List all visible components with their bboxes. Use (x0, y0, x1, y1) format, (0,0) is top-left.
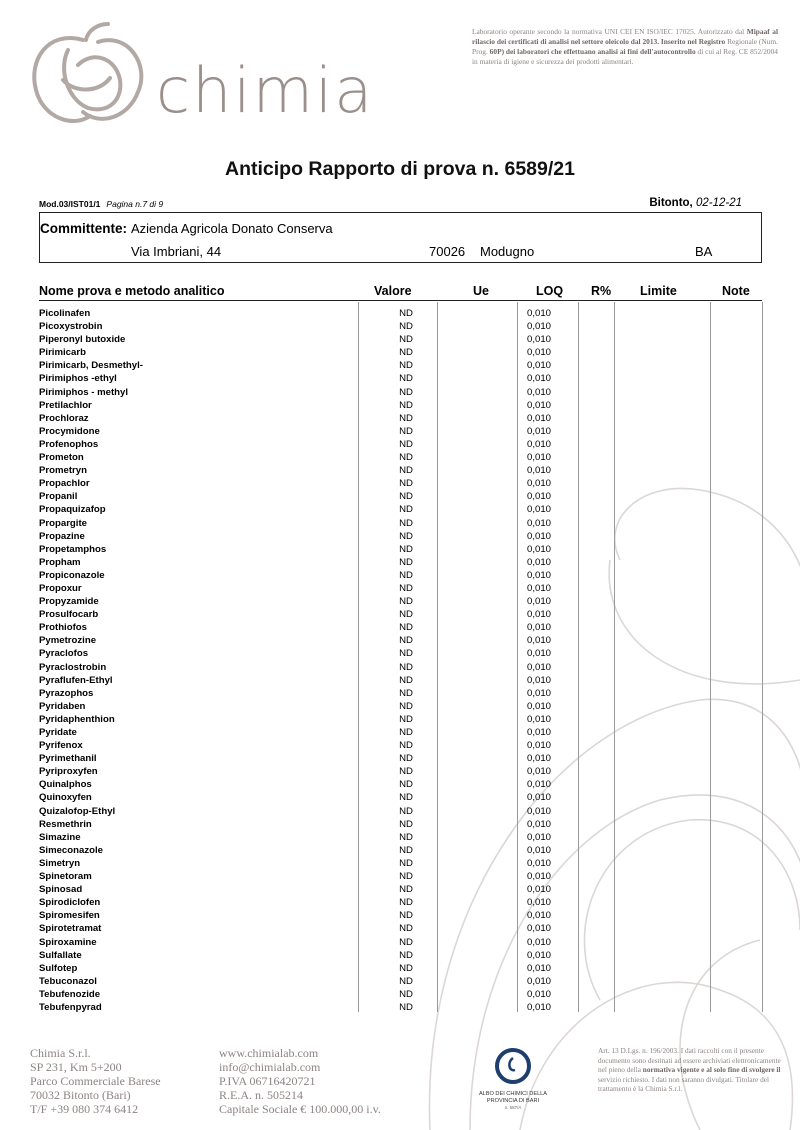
analyte-value: ND (399, 438, 413, 450)
table-row (39, 360, 762, 373)
contact-info-line: Capitale Sociale € 100.000,00 i.v. (219, 1102, 381, 1116)
analyte-loq: 0,010 (526, 334, 551, 346)
analyte-name: Pirimicarb, Desmethyl- (39, 360, 143, 372)
chimia-logo (28, 20, 375, 130)
analyte-name: Resmethrin (39, 818, 92, 830)
analyte-name: Simetryn (39, 857, 81, 869)
table-row (39, 413, 762, 426)
table-row (39, 753, 762, 766)
analyte-value: ND (399, 556, 413, 568)
analyte-name: Propazine (39, 530, 85, 542)
analyte-name: Quinalphos (39, 779, 92, 791)
column-header-ue: Ue (473, 284, 489, 298)
column-header-limit: Limite (640, 284, 677, 298)
table-row (39, 740, 762, 753)
document-place-date (649, 197, 742, 209)
analyte-value: ND (399, 857, 413, 869)
results-table-body (39, 308, 762, 1015)
analyte-name: Pirimiphos - methyl (39, 386, 129, 398)
table-row (39, 557, 762, 570)
analyte-name: Pyridate (39, 727, 77, 738)
analyte-loq: 0,010 (526, 569, 551, 581)
analyte-value: ND (399, 1001, 413, 1013)
analyte-name: Pyrazophos (39, 687, 94, 699)
analyte-name: Piperonyl butoxide (39, 334, 126, 346)
table-row (39, 963, 762, 976)
column-header-note: Note (722, 284, 750, 298)
client-name: Azienda Agricola Donato Conserva (131, 221, 333, 236)
analyte-value: ND (399, 517, 413, 529)
table-row (39, 609, 762, 622)
analyte-name: Quinoxyfen (39, 792, 92, 804)
seal-line-1: ALBO DEI CHIMICI DELLA (478, 1091, 548, 1097)
analyte-value: ND (399, 674, 413, 686)
analyte-value: ND (399, 910, 413, 922)
analyte-value: ND (399, 766, 413, 778)
chemists-register-seal (468, 1046, 558, 1110)
analyte-loq: 0,010 (526, 386, 551, 398)
analyte-value: ND (399, 308, 413, 319)
analyte-value: ND (399, 425, 413, 437)
analyte-value: ND (399, 347, 413, 359)
column-divider (762, 302, 763, 1012)
analyte-name: Spirotetramat (39, 923, 102, 935)
analyte-loq: 0,010 (526, 857, 551, 869)
table-row (39, 583, 762, 596)
table-row (39, 845, 762, 858)
table-row (39, 321, 762, 334)
analyte-name: Pyrifenox (39, 740, 83, 752)
analyte-loq: 0,010 (526, 988, 551, 1000)
footer-company-info (30, 1046, 161, 1116)
brand-name: chimia (156, 54, 375, 127)
analyte-loq: 0,010 (526, 687, 551, 699)
table-row (39, 648, 762, 661)
analyte-name: Propargite (39, 517, 87, 529)
footer-contact-info (219, 1046, 381, 1116)
analyte-name: Prosulfocarb (39, 609, 99, 621)
table-row (39, 491, 762, 504)
analyte-loq: 0,010 (526, 582, 551, 594)
analyte-value: ND (399, 569, 413, 581)
analyte-value: ND (399, 831, 413, 843)
analyte-loq: 0,010 (526, 635, 551, 647)
analyte-loq: 0,010 (526, 308, 551, 319)
accreditation-fragment: Laboratorio operante secondo la normativa UNI CEI EN ISO/IEC 17025. Autorizzato dal (472, 27, 747, 36)
table-row (39, 452, 762, 465)
analyte-name: Sulfallate (39, 949, 82, 961)
analyte-name: Propanil (39, 491, 78, 503)
table-row (39, 779, 762, 792)
chimia-apple-icon (28, 20, 158, 130)
results-table-header (39, 284, 762, 301)
module-code: Mod.03/IST01/1 (39, 199, 101, 209)
analyte-loq: 0,010 (526, 465, 551, 477)
analyte-value: ND (399, 543, 413, 555)
analyte-name: Pirimiphos -ethyl (39, 373, 117, 385)
analyte-name: Propyzamide (39, 596, 99, 608)
table-row (39, 714, 762, 727)
analyte-name: Prochloraz (39, 412, 89, 424)
table-row (39, 478, 762, 491)
table-row (39, 897, 762, 910)
privacy-notice (598, 1046, 788, 1094)
analyte-value: ND (399, 465, 413, 477)
analyte-value: ND (399, 988, 413, 1000)
contact-info-line: R.E.A. n. 505214 (219, 1088, 303, 1102)
analyte-value: ND (399, 622, 413, 634)
analyte-loq: 0,010 (526, 438, 551, 450)
document-date: 02-12-21 (695, 197, 742, 209)
analyte-loq: 0,010 (526, 609, 551, 621)
analyte-value: ND (399, 373, 413, 385)
table-row (39, 596, 762, 609)
contact-link[interactable]: www.chimialab.com (219, 1046, 319, 1060)
analyte-value: ND (399, 661, 413, 673)
analyte-name: Pyraclofos (39, 648, 89, 660)
analyte-loq: 0,010 (526, 530, 551, 542)
company-info-line: SP 231, Km 5+200 (30, 1060, 122, 1074)
analyte-name: Prothiofos (39, 622, 87, 634)
accreditation-fragment: Mipaaf al rilascio dei certificati di analisi nel settore oleicolo dal 2013. Inserito nel Registro (472, 27, 778, 46)
analyte-loq: 0,010 (526, 452, 551, 464)
table-row (39, 819, 762, 832)
analyte-loq: 0,010 (526, 962, 551, 974)
table-row (39, 766, 762, 779)
analyte-value: ND (399, 753, 413, 765)
table-row (39, 950, 762, 963)
analyte-loq: 0,010 (526, 753, 551, 765)
analyte-loq: 0,010 (526, 648, 551, 660)
analyte-value: ND (399, 504, 413, 516)
table-row (39, 504, 762, 517)
analyte-value: ND (399, 727, 413, 738)
analyte-name: Pymetrozine (39, 635, 97, 647)
analyte-name: Propham (39, 556, 81, 568)
analyte-loq: 0,010 (526, 910, 551, 922)
client-label: Committente: (40, 221, 127, 236)
analyte-name: Tebuconazol (39, 975, 97, 987)
analyte-value: ND (399, 871, 413, 883)
analyte-value: ND (399, 609, 413, 621)
analyte-name: Simazine (39, 831, 81, 843)
analyte-value: ND (399, 844, 413, 856)
analyte-loq: 0,010 (526, 412, 551, 424)
analyte-name: Pretilachlor (39, 399, 92, 411)
accreditation-fragment: di cui al Reg. CE 852/2004 in materia di igiene e sicurezza dei prodotti alimentari. (472, 47, 778, 66)
analyte-loq: 0,010 (526, 884, 551, 896)
analyte-name: Propaquizafop (39, 504, 106, 516)
analyte-loq: 0,010 (526, 1001, 551, 1013)
analyte-loq: 0,010 (526, 556, 551, 568)
accreditation-text (472, 27, 778, 67)
analyte-name: Propachlor (39, 478, 90, 490)
analyte-loq: 0,010 (526, 543, 551, 555)
analyte-loq: 0,010 (526, 360, 551, 372)
analyte-loq: 0,010 (526, 661, 551, 673)
table-row (39, 400, 762, 413)
analyte-loq: 0,010 (526, 871, 551, 883)
table-row (39, 570, 762, 583)
analyte-name: Pyrimethanil (39, 753, 97, 765)
privacy-fragment: normativa vigente e al solo fine di svolgere il (642, 1065, 781, 1075)
analyte-name: Prometryn (39, 465, 87, 477)
analyte-value: ND (399, 936, 413, 948)
analyte-value: ND (399, 530, 413, 542)
analyte-value: ND (399, 949, 413, 961)
analyte-name: Spinetoram (39, 871, 92, 883)
analyte-value: ND (399, 923, 413, 935)
analyte-value: ND (399, 596, 413, 608)
analyte-name: Spiromesifen (39, 910, 100, 922)
analyte-loq: 0,010 (526, 949, 551, 961)
analyte-loq: 0,010 (526, 399, 551, 411)
privacy-fragment: Art. 13 D.Lgs. n. 196/2003. I dati raccolti con il presente documento sono destinati ad essere archiviati elettronicamente nel pieno della (598, 1046, 781, 1075)
analyte-value: ND (399, 713, 413, 725)
analyte-value: ND (399, 700, 413, 712)
client-postal-code: 70026 (429, 244, 466, 259)
table-row (39, 334, 762, 347)
table-row (39, 308, 762, 321)
column-header-loq: LOQ (536, 284, 564, 298)
analyte-name: Procymidone (39, 425, 100, 437)
analyte-loq: 0,010 (526, 779, 551, 791)
client-address: Via Imbriani, 44 (131, 244, 222, 259)
analyte-name: Spiroxamine (39, 936, 97, 948)
table-row (39, 387, 762, 400)
analyte-loq: 0,010 (526, 975, 551, 987)
analyte-loq: 0,010 (526, 504, 551, 516)
analyte-loq: 0,010 (526, 713, 551, 725)
analyte-name: Tebufenozide (39, 988, 101, 1000)
analyte-value: ND (399, 648, 413, 660)
analyte-value: ND (399, 805, 413, 817)
analyte-value: ND (399, 635, 413, 647)
table-row (39, 662, 762, 675)
analyte-value: ND (399, 582, 413, 594)
analyte-loq: 0,010 (526, 766, 551, 778)
analyte-value: ND (399, 334, 413, 346)
analyte-value: ND (399, 740, 413, 752)
column-header-value: Valore (374, 284, 412, 298)
table-row (39, 531, 762, 544)
table-row (39, 675, 762, 688)
analyte-loq: 0,010 (526, 805, 551, 817)
seal-number: n. 587/A (504, 1105, 522, 1110)
analyte-loq: 0,010 (526, 347, 551, 359)
analyte-name: Profenophos (39, 438, 99, 450)
accreditation-fragment: ) dei laboratori che effettuano analisi ai fini dell'autocontrollo (501, 47, 696, 56)
analyte-name: Propiconazole (39, 569, 105, 581)
company-info-line: Parco Commerciale Barese (30, 1074, 161, 1088)
analyte-value: ND (399, 452, 413, 464)
seal-line-2: PROVINCIA DI BARI (486, 1098, 540, 1104)
analyte-name: Quizalofop-Ethyl (39, 805, 116, 817)
table-row (39, 727, 762, 740)
analyte-name: Picolinafen (39, 308, 91, 319)
company-info-line: 70032 Bitonto (Bari) (30, 1088, 131, 1102)
analyte-loq: 0,010 (526, 897, 551, 909)
contact-link[interactable]: info@chimialab.com (219, 1060, 321, 1074)
table-row (39, 1002, 762, 1015)
analyte-loq: 0,010 (526, 517, 551, 529)
table-row (39, 832, 762, 845)
analyte-loq: 0,010 (526, 936, 551, 948)
client-province: BA (695, 244, 713, 259)
analyte-loq: 0,010 (526, 321, 551, 333)
analyte-name: Pyraclostrobin (39, 661, 107, 673)
analyte-value: ND (399, 687, 413, 699)
analyte-name: Picoxystrobin (39, 321, 103, 333)
analyte-value: ND (399, 779, 413, 791)
column-header-name: Nome prova e metodo analitico (39, 284, 225, 298)
analyte-name: Propoxur (39, 582, 82, 594)
analyte-value: ND (399, 884, 413, 896)
analyte-loq: 0,010 (526, 844, 551, 856)
table-row (39, 465, 762, 478)
analyte-value: ND (399, 386, 413, 398)
analyte-name: Spinosad (39, 884, 83, 896)
table-row (39, 792, 762, 805)
table-row (39, 701, 762, 714)
table-row (39, 373, 762, 386)
analyte-value: ND (399, 478, 413, 490)
table-row (39, 871, 762, 884)
column-header-recovery: R% (591, 284, 612, 298)
analyte-value: ND (399, 897, 413, 909)
table-row (39, 347, 762, 360)
analyte-value: ND (399, 491, 413, 503)
analyte-name: Sulfotep (39, 962, 78, 974)
analyte-value: ND (399, 412, 413, 424)
table-row (39, 635, 762, 648)
analyte-loq: 0,010 (526, 831, 551, 843)
analyte-name: Simeconazole (39, 844, 103, 856)
client-city: Modugno (480, 244, 535, 259)
table-row (39, 518, 762, 531)
analyte-loq: 0,010 (526, 491, 551, 503)
table-row (39, 884, 762, 897)
document-city: Bitonto, (649, 197, 693, 209)
analyte-value: ND (399, 360, 413, 372)
table-row (39, 426, 762, 439)
analyte-name: Pyriproxyfen (39, 766, 98, 778)
table-row (39, 544, 762, 557)
table-row (39, 622, 762, 635)
analyte-loq: 0,010 (526, 478, 551, 490)
document-meta (39, 199, 163, 209)
table-row (39, 923, 762, 936)
analyte-name: Pyraflufen-Ethyl (39, 674, 113, 686)
analyte-name: Prometon (39, 452, 84, 464)
analyte-loq: 0,010 (526, 818, 551, 830)
analyte-loq: 0,010 (526, 425, 551, 437)
analyte-value: ND (399, 818, 413, 830)
analyte-loq: 0,010 (526, 373, 551, 385)
analyte-value: ND (399, 321, 413, 333)
analyte-loq: 0,010 (526, 792, 551, 804)
table-row (39, 858, 762, 871)
accreditation-fragment: 60P (489, 47, 502, 56)
analyte-loq: 0,010 (526, 596, 551, 608)
analyte-value: ND (399, 399, 413, 411)
analyte-value: ND (399, 792, 413, 804)
analyte-name: Pyridaphenthion (39, 713, 115, 725)
analyte-loq: 0,010 (526, 727, 551, 738)
table-row (39, 989, 762, 1002)
analyte-loq: 0,010 (526, 700, 551, 712)
document-title: Anticipo Rapporto di prova n. 6589/21 (225, 158, 575, 180)
analyte-loq: 0,010 (526, 923, 551, 935)
page-label: Pagina n.7 di 9 (106, 199, 164, 209)
analyte-name: Pirimicarb (39, 347, 86, 359)
analyte-name: Tebufenpyrad (39, 1001, 102, 1013)
table-row (39, 910, 762, 923)
analyte-value: ND (399, 975, 413, 987)
privacy-fragment: servizio richiesto. I dati non saranno divulgati. Titolare del trattamento è la Chimia S.r.l. (598, 1074, 770, 1094)
company-info-line: Chimia S.r.l. (30, 1046, 91, 1060)
table-row (39, 439, 762, 452)
table-row (39, 937, 762, 950)
analyte-name: Propetamphos (39, 543, 107, 555)
contact-info-line: P.IVA 06716420721 (219, 1074, 316, 1088)
analyte-loq: 0,010 (526, 622, 551, 634)
analyte-value: ND (399, 962, 413, 974)
client-box (39, 212, 762, 263)
chemists-register-logo-icon (493, 1046, 533, 1086)
table-row (39, 976, 762, 989)
table-row (39, 806, 762, 819)
analyte-loq: 0,010 (526, 740, 551, 752)
company-info-line: T/F +39 080 374 6412 (30, 1102, 139, 1116)
table-row (39, 688, 762, 701)
analyte-name: Pyridaben (39, 700, 86, 712)
analyte-name: Spirodiclofen (39, 897, 101, 909)
accreditation-fragment: Regionale (Num. Prog. (472, 37, 779, 56)
analyte-loq: 0,010 (526, 674, 551, 686)
